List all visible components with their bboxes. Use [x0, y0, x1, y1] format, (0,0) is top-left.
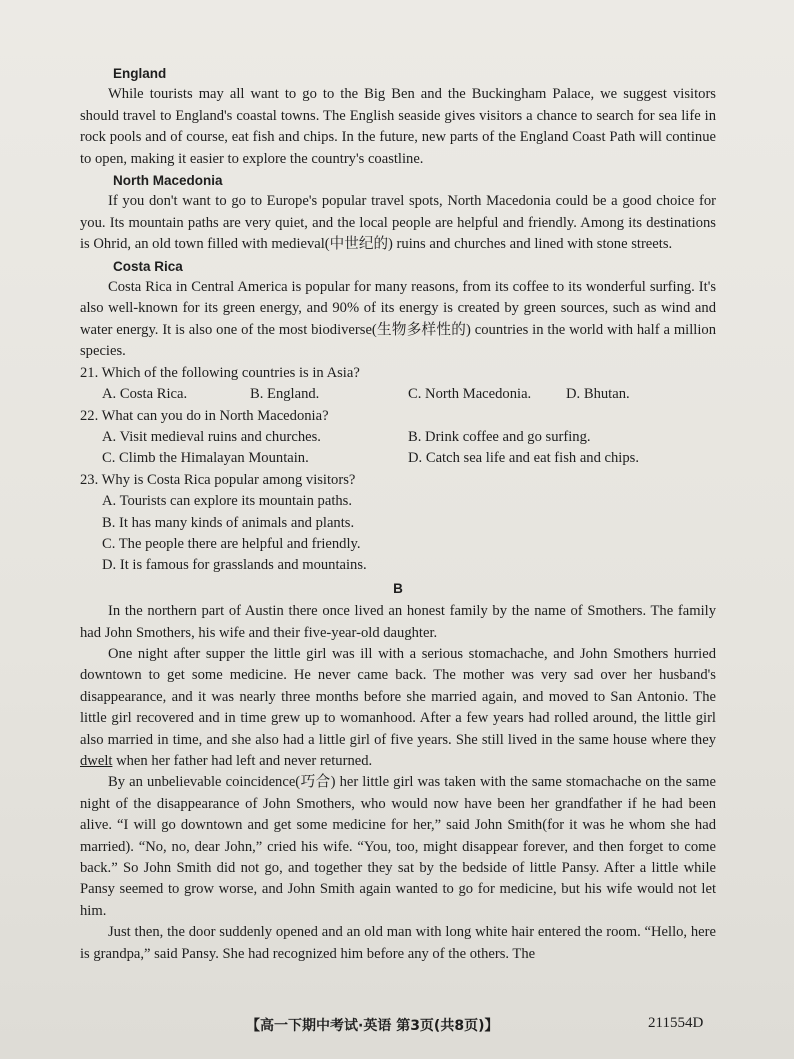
options-row	[102, 384, 716, 405]
option-b: B. It has many kinds of animals and plants.	[102, 514, 355, 531]
option-d: D. Catch sea life and eat fish and chips.	[408, 450, 639, 467]
option-c: C. North Macedonia.	[408, 386, 532, 403]
question-stem: 23. Why is Costa Rica popular among visitors?	[80, 471, 356, 488]
paragraph-north-macedonia: If you don't want to go to Europe's popular travel spots, North Macedonia could be a good choice for you. Its mountain paths are very quiet, and the local people are helpful and friendly. Among its destinations is Ohrid, an old town filled with medieval(中世纪的) ruins and churches and lined with stone streets.	[80, 193, 716, 253]
option-b: B. England.	[250, 386, 320, 403]
underlined-word: dwelt	[80, 753, 113, 769]
option-c: C. Climb the Himalayan Mountain.	[102, 450, 309, 467]
option-a: A. Visit medieval ruins and churches.	[102, 428, 321, 445]
option-a: A. Costa Rica.	[102, 386, 188, 403]
footer-exam-label: 【高一下期中考试·英语 第3页(共8页)】	[246, 1018, 499, 1034]
option-c: C. The people there are helpful and friendly.	[102, 535, 361, 552]
question-22	[80, 406, 716, 470]
option-d: D. It is famous for grasslands and mountains.	[102, 557, 367, 574]
paragraph-b2-text-end: when her father had left and never returned.	[112, 753, 373, 769]
option-a: A. Tourists can explore its mountain paths.	[102, 493, 353, 510]
heading-north-macedonia: North Macedonia	[113, 173, 223, 189]
question-23	[80, 470, 716, 577]
paragraph-b3: By an unbelievable coincidence(巧合) her little girl was taken with the same stomachache on the same night of the disappearance of John Smothers, who would now have been her grandfather if he had been alive. “I will go downtown and get some medicine for her,” said John Smith(for it was he whom she had married). “No, no, dear John,” cried his wife. “You, too, might disappear forever, and then forget to come back.” So John Smith did not go, and together they sat by the bedside of little Pansy. After a little while Pansy seemed to grow worse, and John Smith again wanted to go for medicine, but his wife would not let him.	[80, 774, 716, 919]
option-b: B. Drink coffee and go surfing.	[408, 428, 591, 445]
paragraph-england: While tourists may all want to go to the Big Ben and the Buckingham Palace, we suggest visitors should travel to England's coastal towns. The English seaside gives visitors a chance to search for sea life in rock pools and of course, eat fish and chips. In the future, new parts of the England Coast Path will continue to open, making it easier to explore the country's coastline.	[80, 86, 716, 167]
page-footer	[0, 1015, 794, 1039]
paragraph-b2-text: One night after supper the little girl was ill with a serious stomachache, and John Smothers hurried downtown to get some medicine. He never came back. The mother was very sad over her husband's disappearance, and it was nearly three months before she married again, and moved to San Antonio. The little girl recovered and in time grew up to womanhood. After a few years had rolled around, the little girl also married in time, and she also had a little girl of five years. She still lived in the same house where they	[80, 645, 716, 748]
options-row	[102, 448, 716, 469]
option-d: D. Bhutan.	[566, 386, 630, 403]
options-row	[102, 427, 716, 448]
question-stem: 21. Which of the following countries is in Asia?	[80, 364, 360, 381]
footer-code: 211554D	[648, 1015, 704, 1031]
page-content	[80, 63, 716, 965]
paragraph-b4: Just then, the door suddenly opened and an old man with long white hair entered the room. “Hello, here is grandpa,” said Pansy. She had recognized him before any of the others. The	[80, 924, 716, 962]
section-label-b: B	[393, 580, 403, 596]
paragraph-b2	[80, 644, 716, 772]
paragraph-costa-rica: Costa Rica in Central America is popular for many reasons, from its coffee to its wonderful surfing. It's also well-known for its green energy, and 90% of its energy is created by green sources, such as wind and water energy. It is also one of the most biodiverse(生物多样性的) countries in the world with half a million species.	[80, 279, 716, 360]
heading-england: England	[113, 66, 167, 81]
heading-costa-rica: Costa Rica	[113, 258, 183, 274]
question-21	[80, 363, 716, 406]
paragraph-b1: In the northern part of Austin there once lived an honest family by the name of Smothers. The family had John Smothers, his wife and their five-year-old daughter.	[80, 603, 716, 641]
question-stem: 22. What can you do in North Macedonia?	[80, 407, 329, 424]
